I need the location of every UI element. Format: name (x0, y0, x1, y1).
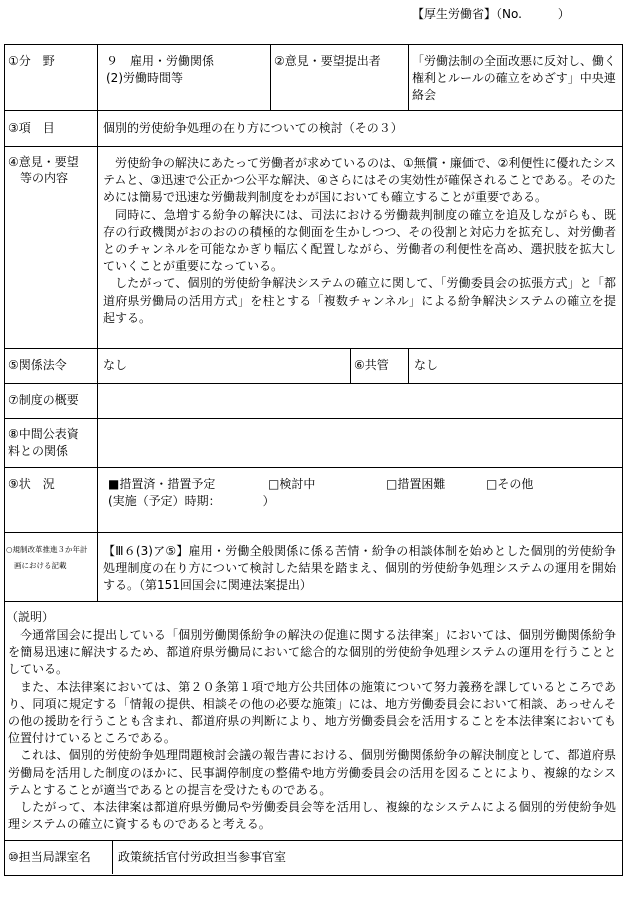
explanation-paragraph: また、本法律案においては、第２０条第１項で地方公共団体の施策について努力義務を課しているところであり、同項に規定する「情報の提供、相談その他の必要な施策」には、地方労働委員会において相談、あっせんその他の援助を行うことも含まれ、都道府県の判断により、地方労働委員会を活用することを本法律案においても位置付けているところである。 (8, 679, 616, 746)
status-option-reviewing: □検討中 (268, 477, 316, 491)
field-value-line1: ９ 雇用・労働関係 (106, 54, 215, 68)
status-option-done: ■措置済・措置予定 (108, 477, 216, 491)
interim-label-line1: ⑧中間公表資 (8, 427, 79, 441)
opinion-label-line1: ④意見・要望 (8, 155, 79, 169)
explanation-text (8, 627, 616, 833)
joint-label: ⑥共管 (354, 358, 389, 372)
law-value: なし (103, 358, 128, 372)
col-divider (97, 110, 98, 348)
opinion-text (103, 155, 616, 327)
col-divider (112, 840, 113, 874)
department-value: 政策統括官付労政担当参事官室 (118, 850, 287, 864)
department-label: ⑩担当局課室名 (8, 850, 91, 864)
status-option-difficult: □措置困難 (386, 477, 446, 491)
col-divider (350, 348, 351, 383)
field-value-line2: (2)労働時間等 (106, 71, 183, 85)
item-value: 個別的労使紛争処理の在り方についての検討（その３） (103, 121, 403, 135)
opinion-paragraph: 労使紛争の解決にあたって労働者が求めているのは、①無償・廉価で、②利便性に優れたシステムと、③迅速で公正かつ公平な解決、④さらにはその実効性が確保されることである。そのためには簡易で迅速な労働裁判制度をわが国においても確立することが重要である。 (103, 156, 616, 205)
overview-label: ⑦制度の概要 (8, 393, 79, 407)
ministry-header: 【厚生労働省】（No. ） (412, 7, 570, 21)
plan-label-line1: ○規制改革推進３か年計 (6, 545, 88, 554)
divider (4, 840, 622, 841)
item-label: ③項 目 (8, 121, 55, 135)
explanation-paragraph: したがって、本法律案は都道府県労働局や労働委員会等を活用し、複線的なシステムによる個別的労使紛争処理システムの確立に資するものであると考える。 (8, 800, 616, 832)
opinion-paragraph: 同時に、急増する紛争の解決には、司法における労働裁判制度の確立を追及しながらも、既存の行政機関がおのおのの積極的な側面を生かしつつ、その役割と対応力を拡充し、対労働者とのチャンネルを可能なかぎり幅広く配置しながら、労働者の利便性を高め、選択肢を拡大していくことが重要になっている。 (103, 207, 616, 274)
col-divider (408, 348, 409, 383)
law-label: ⑤関係法令 (8, 358, 67, 372)
opinion-paragraph: したがって、個別的労使紛争解決システムの確立に関して、「労働委員会の拡張方式」と「都道府県労働局の活用方式」を柱とする「複数チャンネル」による紛争解決システムの確立を提起する。 (103, 276, 616, 325)
explanation-heading: （説明） (6, 610, 55, 624)
status-option-other: □その他 (486, 477, 534, 491)
divider (4, 601, 622, 602)
joint-value: なし (414, 358, 439, 372)
status-schedule: (実施（予定）時期： ） (108, 494, 275, 508)
explanation-paragraph: 今通常国会に提出している「個別労働関係紛争の解決の促進に関する法律案」においては、個別労働関係紛争を簡易迅速に解決するため、都道府県労働局において総合的な個別的労使紛争処理システムの運用を行うこととしている。 (8, 628, 616, 677)
col-divider (97, 532, 98, 601)
col-divider (408, 44, 409, 110)
plan-text: 【Ⅲ６(3)ア⑤】雇用・労働全般関係に係る苦情・紛争の相談体制を始めとした個別的労使紛争処理制度の在り方について検討した結果を踏まえ、個別的労使紛争処理システムの運用を開始する。（第151回国会に関連法案提出） (103, 544, 616, 593)
interim-label-line2: 料との関係 (8, 444, 69, 458)
requester-value: 「労働法制の全面改悪に反対し、働く権利とルールの確立をめざす」中央連絡会 (412, 54, 617, 102)
requester-label: ②意見・要望提出者 (274, 54, 381, 68)
col-divider (97, 44, 98, 110)
status-label: ⑨状 況 (8, 477, 55, 491)
explanation-paragraph: これは、個別的労使紛争処理問題検討会議の報告書における、個別労働関係紛争の解決制度として、都道府県労働局を活用した制度のほかに、民事調停制度の整備や地方労働委員会の活用を図ることにより、複線的なシステムとすることが適当であるとの提言を受けたものである。 (8, 748, 616, 797)
opinion-label-line2: 等の内容 (20, 171, 69, 185)
col-divider (270, 44, 271, 110)
field-label: ①分 野 (8, 54, 55, 68)
plan-label-line2: 画における記載 (14, 561, 67, 570)
col-divider (97, 348, 98, 532)
